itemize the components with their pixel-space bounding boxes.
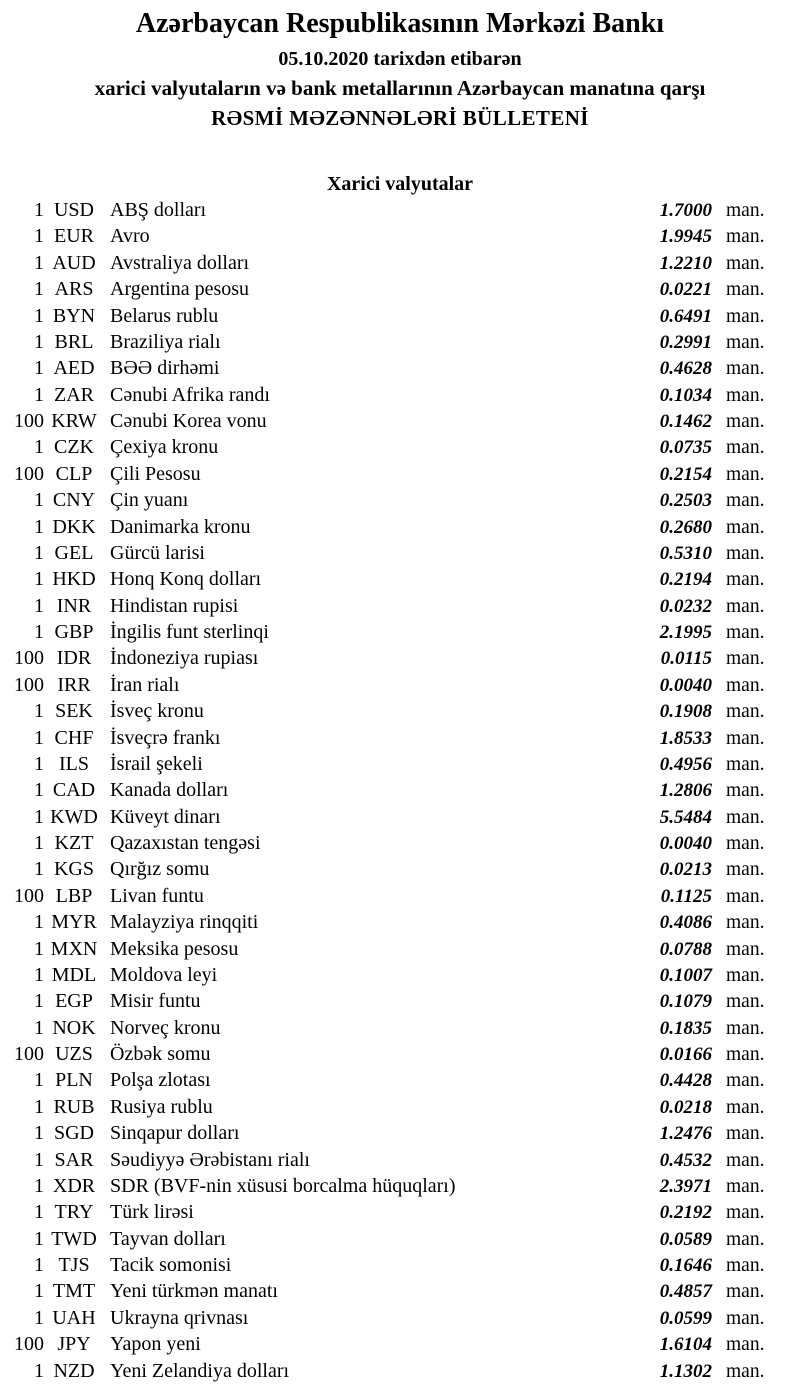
unit-label: man. <box>726 1175 765 1197</box>
quantity: 1 <box>34 963 44 986</box>
currency-code: GEL <box>54 541 94 564</box>
unit-label: man. <box>726 780 765 802</box>
currency-name: Sinqapur dolları <box>110 1122 240 1145</box>
currency-row <box>0 1017 800 1043</box>
currency-name: Norveç kronu <box>110 1016 221 1039</box>
currency-code: NOK <box>52 1016 96 1039</box>
rate-value: 0.4628 <box>659 358 712 380</box>
currency-row <box>0 753 800 779</box>
quantity: 1 <box>34 911 44 934</box>
quantity: 1 <box>34 199 44 221</box>
currency-code: CHF <box>54 726 94 749</box>
currency-code: LBP <box>55 884 93 907</box>
currency-name: Çili Pesosu <box>110 462 201 485</box>
currency-code: AUD <box>52 251 96 274</box>
unit-label: man. <box>726 1070 765 1092</box>
quantity: 1 <box>34 1227 44 1250</box>
quantity: 100 <box>14 1333 44 1356</box>
currency-row <box>0 938 800 964</box>
unit-label: man. <box>726 1123 765 1145</box>
quantity: 100 <box>14 673 44 696</box>
currency-row <box>0 1175 800 1201</box>
currency-code: TJS <box>58 1254 90 1276</box>
quantity: 1 <box>34 1122 44 1145</box>
currency-code: CNY <box>52 489 96 512</box>
currency-row <box>0 199 800 225</box>
rate-value: 1.6104 <box>659 1334 712 1356</box>
rate-value: 0.2194 <box>659 569 712 591</box>
unit-label: man. <box>726 1202 765 1224</box>
currency-row <box>0 1122 800 1148</box>
rate-value: 0.1079 <box>659 991 712 1013</box>
currency-code: EGP <box>55 990 93 1013</box>
currency-name: Çexiya kronu <box>110 436 219 459</box>
rate-value: 0.1646 <box>659 1255 712 1276</box>
currency-code: KRW <box>51 410 97 432</box>
quantity: 1 <box>34 726 44 749</box>
currency-code: BRL <box>54 330 94 353</box>
unit-label: man. <box>726 1281 765 1303</box>
rate-value: 0.2680 <box>659 516 712 538</box>
rate-value: 0.1908 <box>659 701 712 723</box>
currency-row <box>0 568 800 594</box>
currency-row <box>0 305 800 331</box>
quantity: 100 <box>14 647 44 670</box>
quantity: 1 <box>34 568 44 591</box>
quantity: 1 <box>34 937 44 960</box>
currency-code: IDR <box>56 647 92 670</box>
quantity: 100 <box>14 410 44 432</box>
quantity: 1 <box>34 489 44 512</box>
quantity: 1 <box>34 621 44 643</box>
currency-name: SDR (BVF-nin xüsusi borcalma hüquqları) <box>110 1174 456 1197</box>
quantity: 1 <box>34 541 44 564</box>
quantity: 1 <box>34 225 44 248</box>
unit-label: man. <box>726 727 765 749</box>
rate-value: 2.3971 <box>659 1175 712 1197</box>
currency-name: Cənubi Afrika randı <box>110 383 270 406</box>
unit-label: man. <box>726 437 765 459</box>
unit-label: man. <box>726 938 765 960</box>
currency-code: SGD <box>53 1122 94 1145</box>
rate-value: 0.4428 <box>659 1070 712 1092</box>
quantity: 1 <box>34 436 44 459</box>
currency-name: Küveyt dinarı <box>110 805 221 828</box>
currency-name: Yeni türkmən manatı <box>110 1280 278 1303</box>
unit-label: man. <box>726 358 765 380</box>
currency-row <box>0 1228 800 1254</box>
unit-label: man. <box>726 1017 765 1039</box>
currency-row <box>0 252 800 278</box>
currency-row <box>0 647 800 673</box>
quantity: 1 <box>34 1201 44 1224</box>
quantity: 1 <box>34 1095 44 1118</box>
currency-name: Cənubi Korea vonu <box>110 410 267 432</box>
currency-name: Avstraliya dolları <box>110 251 250 274</box>
rate-value: 0.0213 <box>659 859 712 881</box>
currency-name: Gürcü larisi <box>110 541 205 564</box>
rate-value: 0.0221 <box>659 279 712 301</box>
unit-label: man. <box>726 991 765 1013</box>
bulletin-header <box>0 0 800 131</box>
rate-value: 2.1995 <box>659 622 712 643</box>
currency-code: GBP <box>54 621 94 643</box>
quantity: 1 <box>34 832 44 854</box>
rate-value: 0.1125 <box>660 885 712 907</box>
currency-row <box>0 489 800 515</box>
currency-row <box>0 595 800 621</box>
currency-row <box>0 1043 800 1069</box>
currency-row <box>0 858 800 884</box>
currency-code: KWD <box>50 805 98 828</box>
quantity: 1 <box>34 1174 44 1197</box>
unit-label: man. <box>726 595 765 617</box>
currency-name: İsveç kronu <box>110 700 204 723</box>
currency-row <box>0 410 800 436</box>
currency-name: Türk lirəsi <box>110 1201 194 1224</box>
unit-label: man. <box>726 1044 765 1065</box>
rate-value: 0.4956 <box>659 753 712 775</box>
currency-row <box>0 1360 800 1384</box>
currency-name: İsrail şekeli <box>110 752 203 775</box>
currency-code: CLP <box>55 462 93 485</box>
quantity: 1 <box>34 304 44 327</box>
rate-value: 0.2154 <box>659 463 712 485</box>
quantity: 1 <box>34 1254 44 1276</box>
currency-code: KGS <box>53 858 94 881</box>
currency-row <box>0 1149 800 1175</box>
rate-value: 1.1302 <box>659 1360 712 1382</box>
currency-row <box>0 463 800 489</box>
currency-row <box>0 1096 800 1122</box>
rate-value: 0.1462 <box>659 411 712 432</box>
quantity: 1 <box>34 858 44 881</box>
currency-code: ARS <box>54 278 94 301</box>
currency-code: ILS <box>59 752 89 775</box>
currency-code: ZAR <box>54 383 94 406</box>
currency-name: İran rialı <box>110 673 180 696</box>
unit-label: man. <box>726 648 765 670</box>
currency-name: Honq Konq dolları <box>110 568 262 591</box>
currency-row <box>0 621 800 647</box>
currency-name: İsveçrə frankı <box>110 726 221 749</box>
currency-code: DKK <box>52 515 96 538</box>
unit-label: man. <box>726 753 765 775</box>
quantity: 1 <box>34 357 44 380</box>
rate-value: 0.0218 <box>659 1096 712 1118</box>
unit-label: man. <box>726 569 765 591</box>
unit-label: man. <box>726 1334 765 1356</box>
currency-name: Danimarka kronu <box>110 515 251 538</box>
currency-name: Rusiya rublu <box>110 1095 213 1118</box>
currency-code: INR <box>56 594 92 617</box>
rate-value: 0.1835 <box>659 1017 712 1039</box>
rate-value: 0.1034 <box>659 384 712 406</box>
rate-value: 0.0232 <box>659 595 712 617</box>
unit-label: man. <box>726 384 765 406</box>
currency-code: MDL <box>51 963 97 986</box>
currency-row <box>0 331 800 357</box>
currency-row <box>0 1254 800 1280</box>
unit-label: man. <box>726 279 765 301</box>
quantity: 1 <box>34 1306 44 1329</box>
unit-label: man. <box>726 305 765 327</box>
rate-value: 1.2210 <box>659 252 712 274</box>
unit-label: man. <box>726 1255 765 1276</box>
currency-code: RUB <box>53 1095 95 1118</box>
unit-label: man. <box>726 964 765 986</box>
unit-label: man. <box>726 833 765 854</box>
unit-label: man. <box>726 463 765 485</box>
rate-value: 1.8533 <box>659 727 712 749</box>
currency-name: Yapon yeni <box>110 1333 201 1356</box>
currency-code: MXN <box>50 937 98 960</box>
quantity: 1 <box>34 1359 44 1382</box>
effective-date-line: 05.10.2020 tarixdən etibarən <box>278 48 522 70</box>
currency-name: Ukrayna qrivnası <box>110 1306 249 1329</box>
rate-value: 0.0166 <box>659 1044 712 1065</box>
currency-name: Argentina pesosu <box>110 278 250 301</box>
unit-label: man. <box>726 1307 765 1329</box>
currency-name: Səudiyyə Ərəbistanı rialı <box>110 1148 310 1171</box>
unit-label: man. <box>726 701 765 723</box>
currency-code: AED <box>53 357 95 380</box>
currency-name: BƏƏ dirhəmi <box>110 357 220 380</box>
unit-label: man. <box>726 226 765 248</box>
unit-label: man. <box>726 1096 765 1118</box>
currency-row <box>0 911 800 937</box>
currency-code: CZK <box>54 436 94 459</box>
currency-row <box>0 990 800 1016</box>
currency-row <box>0 436 800 462</box>
quantity: 1 <box>34 752 44 775</box>
currency-name: Malayziya rinqqiti <box>110 911 259 934</box>
quantity: 1 <box>34 515 44 538</box>
rate-value: 0.5310 <box>659 542 712 564</box>
section-title-foreign-currencies: Xarici valyutalar <box>326 173 474 195</box>
currency-row <box>0 542 800 568</box>
rate-value: 0.0040 <box>659 674 712 696</box>
currency-code: CAD <box>52 779 96 802</box>
unit-label: man. <box>726 331 765 353</box>
currency-code: TMT <box>52 1280 96 1303</box>
quantity: 1 <box>34 779 44 802</box>
rate-value: 0.4857 <box>659 1281 712 1303</box>
rate-value: 0.1007 <box>659 964 712 986</box>
currency-code: IRR <box>57 673 91 696</box>
currency-name: Belarus rublu <box>110 304 219 327</box>
rate-value: 1.7000 <box>659 200 712 221</box>
unit-label: man. <box>726 1149 765 1171</box>
currency-row <box>0 806 800 832</box>
currency-code: PLN <box>55 1069 93 1092</box>
currency-row <box>0 278 800 304</box>
rate-value: 0.4086 <box>659 912 712 934</box>
quantity: 1 <box>34 1148 44 1171</box>
quantity: 1 <box>34 383 44 406</box>
currency-row <box>0 674 800 700</box>
currency-code: SEK <box>55 700 93 723</box>
rate-value: 0.0599 <box>659 1307 712 1329</box>
rate-value: 1.2806 <box>659 780 712 802</box>
currency-code: BYN <box>52 304 96 327</box>
unit-label: man. <box>726 252 765 274</box>
currency-row <box>0 964 800 990</box>
currency-code: NZD <box>53 1359 95 1382</box>
currency-row <box>0 1307 800 1333</box>
currency-name: Livan funtu <box>110 884 204 907</box>
currency-name: Özbək somu <box>110 1043 211 1065</box>
currency-code: SAR <box>54 1148 94 1171</box>
currency-code: TRY <box>54 1201 94 1224</box>
unit-label: man. <box>726 885 765 907</box>
quantity: 100 <box>14 884 44 907</box>
currency-name: Tayvan dolları <box>110 1227 226 1250</box>
currency-code: XDR <box>52 1174 96 1197</box>
rate-value: 1.2476 <box>659 1123 712 1145</box>
rate-value: 0.2991 <box>659 331 712 353</box>
unit-label: man. <box>726 542 765 564</box>
unit-label: man. <box>726 806 765 828</box>
rate-value: 0.4532 <box>659 1149 712 1171</box>
quantity: 1 <box>34 805 44 828</box>
currency-name: Braziliya rialı <box>110 330 221 353</box>
currency-row <box>0 779 800 805</box>
currency-code: KZT <box>54 832 94 854</box>
currency-row <box>0 1201 800 1227</box>
quantity: 1 <box>34 1016 44 1039</box>
currency-name: Tacik somonisi <box>110 1254 232 1276</box>
currency-name: Avro <box>110 225 150 248</box>
currency-name: Meksika pesosu <box>110 937 239 960</box>
currency-code: UZS <box>55 1043 93 1065</box>
currency-row <box>0 357 800 383</box>
currency-name: Qırğız somu <box>110 858 210 881</box>
quantity: 1 <box>34 1280 44 1303</box>
quantity: 1 <box>34 1069 44 1092</box>
rate-value: 0.0589 <box>659 1228 712 1250</box>
currency-name: Misir funtu <box>110 990 201 1013</box>
currency-code: UAH <box>52 1306 96 1329</box>
quantity: 1 <box>34 278 44 301</box>
currency-row <box>0 832 800 858</box>
unit-label: man. <box>726 1228 765 1250</box>
quantity: 100 <box>14 462 44 485</box>
currency-row <box>0 384 800 410</box>
unit-label: man. <box>726 859 765 881</box>
currency-name: Qazaxıstan tengəsi <box>110 832 261 854</box>
currency-row <box>0 1069 800 1095</box>
quantity: 1 <box>34 990 44 1013</box>
currency-row <box>0 1333 800 1359</box>
rate-value: 0.0788 <box>659 938 712 960</box>
currency-row <box>0 885 800 911</box>
unit-label: man. <box>726 622 765 643</box>
quantity: 100 <box>14 1043 44 1065</box>
currency-row <box>0 1280 800 1306</box>
currency-row <box>0 700 800 726</box>
currency-row <box>0 225 800 251</box>
currency-code: MYR <box>51 911 97 934</box>
currency-code: JPY <box>57 1333 91 1356</box>
rate-value: 0.2192 <box>659 1202 712 1224</box>
currency-code: HKD <box>52 568 96 591</box>
rate-value: 0.0040 <box>659 833 712 854</box>
currency-name: ABŞ dolları <box>110 199 207 221</box>
currency-name: Kanada dolları <box>110 779 229 802</box>
bulletin-title: RƏSMİ MƏZƏNNƏLƏRİ BÜLLETENİ <box>211 106 589 130</box>
quantity: 1 <box>34 700 44 723</box>
subtitle-line: xarici valyutaların və bank metallarının Azərbaycan manatına qarşı <box>94 76 706 100</box>
unit-label: man. <box>726 490 765 512</box>
currency-name: Polşa zlotası <box>110 1069 211 1092</box>
unit-label: man. <box>726 200 765 221</box>
unit-label: man. <box>726 411 765 432</box>
currency-code: TWD <box>51 1227 97 1250</box>
currency-name: Çin yuanı <box>110 489 189 512</box>
currency-code: EUR <box>54 225 94 248</box>
currency-name: Moldova leyi <box>110 963 218 986</box>
unit-label: man. <box>726 1360 765 1382</box>
quantity: 1 <box>34 330 44 353</box>
currency-name: İngilis funt sterlinqi <box>110 621 269 643</box>
bank-title: Azərbaycan Respublikasının Mərkəzi Bankı <box>135 8 665 39</box>
unit-label: man. <box>726 912 765 934</box>
rate-value: 1.9945 <box>659 226 712 248</box>
rate-value: 0.2503 <box>659 490 712 512</box>
rate-value: 0.0735 <box>659 437 712 459</box>
currency-name: İndoneziya rupiası <box>110 647 259 670</box>
quantity: 1 <box>34 594 44 617</box>
unit-label: man. <box>726 516 765 538</box>
currency-name: Yeni Zelandiya dolları <box>110 1359 290 1382</box>
rate-value: 0.0115 <box>660 648 712 670</box>
unit-label: man. <box>726 674 765 696</box>
currency-code: USD <box>53 199 94 221</box>
currency-name: Hindistan rupisi <box>110 594 239 617</box>
quantity: 1 <box>34 251 44 274</box>
rate-value: 5.5484 <box>659 806 712 828</box>
currency-row <box>0 516 800 542</box>
currency-row <box>0 727 800 753</box>
rate-value: 0.6491 <box>659 305 712 327</box>
rates-table <box>0 199 800 1384</box>
